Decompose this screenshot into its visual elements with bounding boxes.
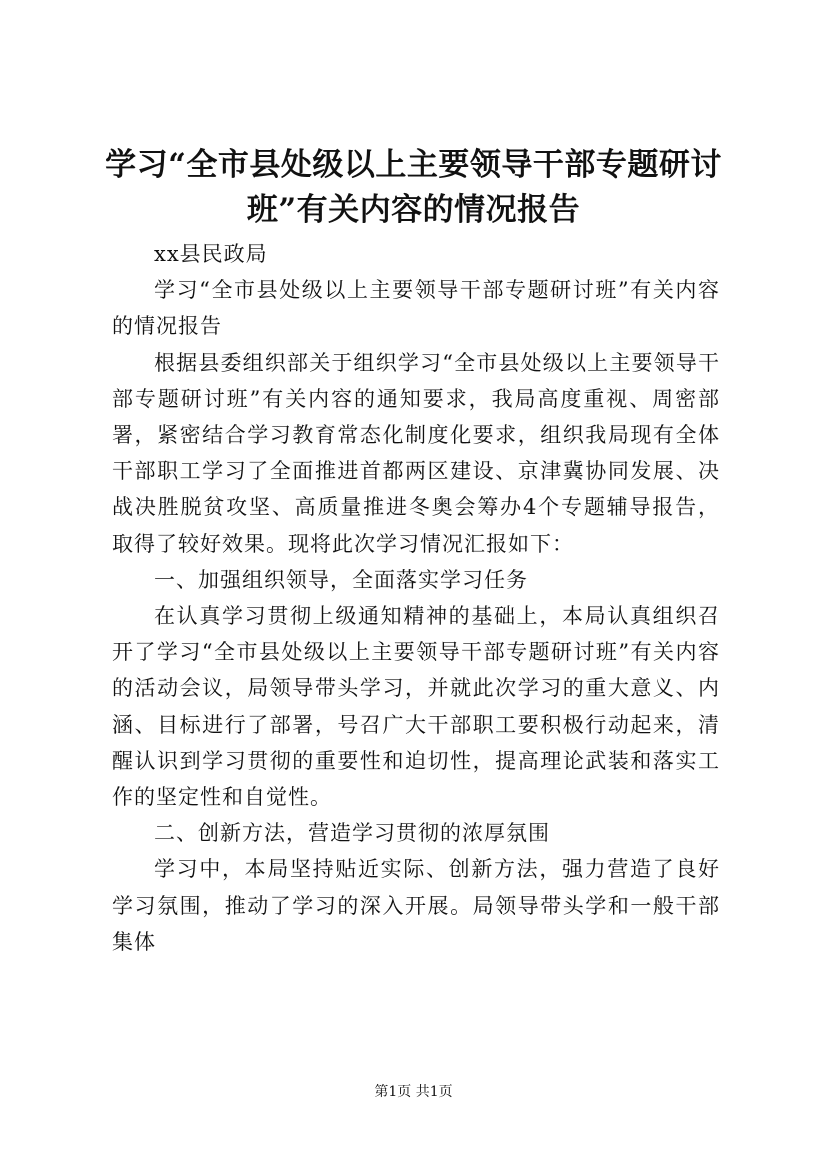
document-body [112,236,720,960]
document-title-line-2: 班”有关内容的情况报告 [246,192,581,228]
section-heading-2: 二、创新方法，营造学习贯彻的浓厚氛围 [154,821,550,846]
subtitle-paragraph: 学习“全市县处级以上主要领导干部专题研讨班”有关内容的情况报告 [112,278,720,339]
intro-paragraph: 根据县委组织部关于组织学习“全市县处级以上主要领导干部专题研讨班”有关内容的通知要求，我局高度重视、周密部署，紧密结合学习教育常态化制度化要求，组织我局现有全体干部职工学习了全面推进首都两区建设、京津冀协同发展、决战决胜脱贫攻坚、高质量推进冬奥会筹办4个专题辅导报告，取得了较好效果。现将此次学习情况汇报如下： [112,350,720,556]
section-heading-1: 一、加强组织领导，全面落实学习任务 [154,567,528,592]
page-number-footer: 第1页 共1页 [374,1084,453,1100]
section-2-paragraph: 学习中，本局坚持贴近实际、创新方法，强力营造了良好学习氛围，推动了学习的深入开展。局领导带头学和一般干部集体 [112,857,720,954]
section-1-paragraph: 在认真学习贯彻上级通知精神的基础上，本局认真组织召开了学习“全市县处级以上主要领导干部专题研讨班”有关内容的活动会议，局领导带头学习，并就此次学习的重大意义、内涵、目标进行了部署，号召广大干部职工要积极行动起来，清醒认识到学习贯彻的重要性和迫切性，提高理论武装和落实工作的坚定性和自觉性。 [112,604,720,810]
author-line: xx县民政局 [154,242,268,266]
document-title-line-1: 学习“全市县处级以上主要领导干部专题研讨 [105,147,722,183]
